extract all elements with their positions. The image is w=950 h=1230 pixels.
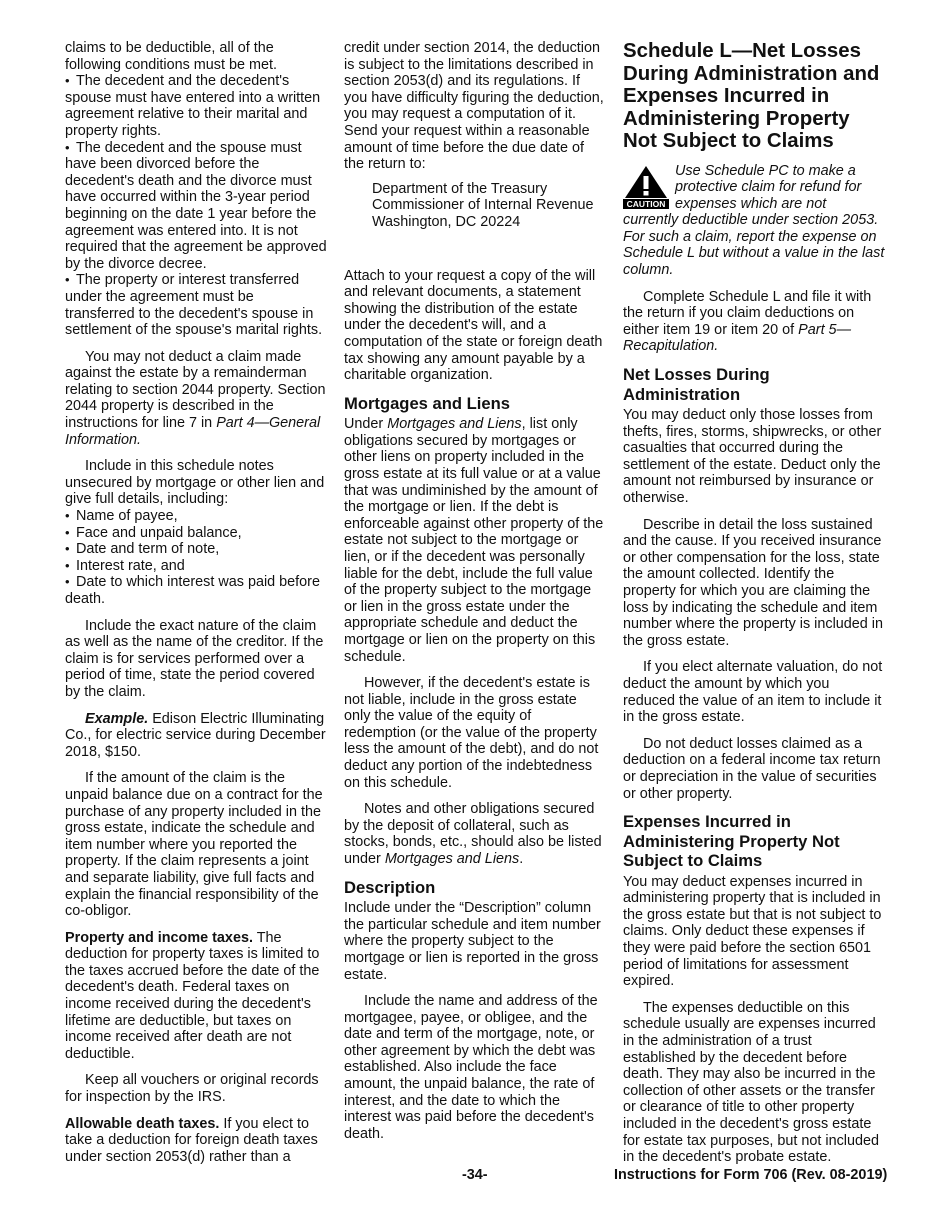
paragraph: Include under the “Description” column the particular schedule and item number where the property subject to the mortgage or lien is reported in the gross estate.: [344, 900, 601, 983]
column-1: [65, 40, 327, 1175]
address-line: Washington, DC 20224: [372, 213, 521, 230]
section-heading: Expenses Incurred in Administering Property Not Subject to Claims: [623, 812, 840, 871]
form-title: Instructions for Form 706 (Rev. 08-2019): [614, 1167, 888, 1183]
example-paragraph: Example. Edison Electric Illuminating Co., for electric service during December 2018, $150.: [65, 710, 326, 760]
paragraph: credit under section 2014, the deduction is subject to the limitations described in section 2053(d) and its regulations. If you have difficulty figuring the deduction, you may request a computation of it. Send your request within a reasonable amount of time before the due date of the return to:: [344, 40, 604, 173]
paragraph: Property and income taxes. The deduction for property taxes is limited to the taxes accrued before the date of the decedent's death. Federal taxes on income received during the decedent's lifetime are deductible, but taxes on income received after death are not deductible.: [65, 929, 320, 1062]
paragraph: Attach to your request a copy of the will and relevant documents, a statement showing the distribution of the estate under the decedent's will, and a computation of the state or foreign death tax showing any amount payable by a charitable organization.: [344, 267, 603, 384]
paragraph: Notes and other obligations secured by the deposit of collateral, such as stocks, bonds, etc., should also be listed under Mortgages and Liens.: [344, 801, 602, 868]
paragraph: Keep all vouchers or original records for inspection by the IRS.: [65, 1072, 319, 1106]
section-heading: Net Losses During Administration: [623, 365, 770, 404]
paragraph: Describe in detail the loss sustained and the cause. If you received insurance or other compensation for the loss, state the amount collected. Identify the property for which you are claiming the loss by indicating the schedule and item number where the property is included in the gross estate.: [623, 516, 883, 649]
paragraph: Include in this schedule notes unsecured by mortgage or other lien and give full details, including:: [65, 458, 325, 508]
address-line: Department of the Treasury: [372, 180, 548, 197]
paragraph: Complete Schedule L and file it with the return if you claim deductions on either item 19 or item 20 of Part 5—Recapitulation.: [623, 288, 872, 355]
paragraph: You may deduct expenses incurred in administering property that is included in the gross estate but that is not subject to claims. Only deduct these expenses if they were paid before the section 6501 period of limitations for assessment expired.: [623, 873, 882, 990]
address-line: Commissioner of Internal Revenue: [372, 197, 594, 214]
paragraph: Do not deduct losses claimed as a deduction on a federal income tax return or depreciation in the value of securities or other property.: [623, 735, 881, 802]
paragraph: The expenses deductible on this schedule usually are expenses incurred in the administration of a trust established by the decedent before death. They may also be incurred in the collection of other assets or the transfer or clearance of title to other property included in the decedent's gross estate for estate tax purposes, but not included in the decedent's probate estate.: [623, 999, 879, 1166]
caution-text: Use Schedule PC to make a protective claim for refund for expenses which are not currently deductible under section 2053. For such a claim, report the expense on Schedule L but without a value in the last column.: [623, 162, 885, 279]
paragraph: Allowable death taxes. If you elect to take a deduction for foreign death taxes under section 2053(d) rather than a: [65, 1115, 318, 1165]
mailing-address: [344, 181, 606, 231]
list-item: • Date to which interest was paid before death.: [65, 574, 327, 607]
paragraph: If you elect alternate valuation, do not deduct the amount by which you reduced the value of an item to include it in the gross estate.: [623, 659, 883, 726]
paragraph: claims to be deductible, all of the following conditions must be met.: [65, 40, 277, 73]
caution-icon: [623, 165, 669, 209]
section-heading: Description: [344, 877, 436, 897]
bullet-item: • The property or interest transferred under the agreement must be transferred to the decedent's spouse in settlement of the spouse's marital rights.: [65, 272, 327, 338]
bullet-item: • The decedent and the spouse must have been divorced before the decedent's death and the divorce must have occurred within the 3-year period beginning on the date 1 year before the agreement was entered into. It is not required that the agreement be approved by the divorce decree.: [65, 140, 327, 273]
list-item: • Name of payee,: [65, 508, 327, 525]
schedule-title: Schedule L—Net Losses During Administration and Expenses Incurred in Administering Property Not Subject to Claims: [623, 40, 880, 152]
page-number: -34-: [462, 1167, 488, 1183]
paragraph: Under Mortgages and Liens, list only obligations secured by mortgages or other liens on property included in the gross estate at its full value or at a value that was undiminished by the amount of the mortgage or lien. If the debt is enforceable against other property of the estate not subject to the mortgage or lien, or if the decedent was personally liable for the debt, include the full value of the property subject to the mortgage or lien in the gross estate under the appropriate schedule and deduct the mortgage or lien on the property on this schedule.: [344, 416, 604, 665]
list-item: • Interest rate, and: [65, 558, 327, 575]
paragraph: Include the name and address of the mortgagee, payee, or obligee, and the date and term of the mortgage, note, or other agreement by which the debt was established. Also include the face amount, the unpaid balance, the rate of interest, and the date to which the interest was paid before the decedent's death.: [344, 993, 598, 1142]
section-heading: Mortgages and Liens: [344, 393, 510, 413]
paragraph: If the amount of the claim is the unpaid balance due on a contract for the purchase of any property included in the gross estate, indicate the schedule and item number where you reported the property. If the claim represents a joint and separate liability, give full facts and explain the financial responsibility of the co-obligor.: [65, 770, 323, 920]
paragraph: Include the exact nature of the claim as well as the name of the creditor. If the claim is for services performed over a period of time, state the period covered by the claim.: [65, 617, 324, 700]
caution-label: CAUTION: [626, 198, 666, 209]
paragraph: You may deduct only those losses from thefts, fires, storms, shipwrecks, or other casualties that occurred during the settlement of the estate. Deduct only the amount not reimbursed by insurance or otherwise.: [623, 407, 882, 506]
caution-note: [623, 163, 885, 279]
column-2: [344, 40, 606, 1152]
column-3: [623, 40, 885, 1176]
list-item: • Face and unpaid balance,: [65, 525, 327, 542]
bullet-item: • The decedent and the decedent's spouse must have entered into a written agreement relative to their marital and property rights.: [65, 73, 327, 139]
paragraph: You may not deduct a claim made against the estate by a remainderman relating to section 2044 property. Section 2044 property is described in the instructions for line 7 in Part 4—General Information.: [65, 348, 326, 448]
paragraph: However, if the decedent's estate is not liable, include in the gross estate only the value of the equity of redemption (or the value of the property less the amount of the debt), and do not deduct any portion of the indebtedness on this schedule.: [344, 675, 599, 791]
list-item: • Date and term of note,: [65, 541, 327, 558]
